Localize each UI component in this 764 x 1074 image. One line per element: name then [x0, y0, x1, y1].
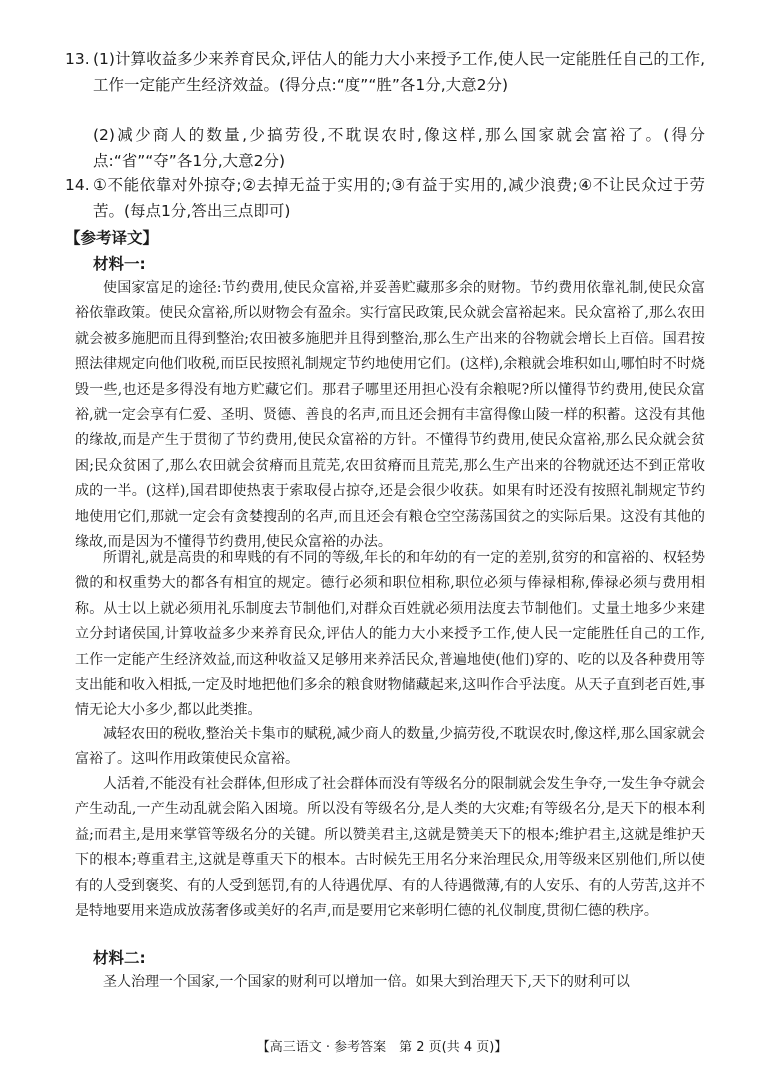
translation-paragraph-2: 所谓礼,就是高贵的和卑贱的有不同的等级,年长的和年幼的有一定的差别,贫穷的和富裕的、权轻势微的和权重势大的都各有相宜的规定。德行必须和职位相称,职位必须与俸禄相称,俸禄必须与费用相称。从士以上就必须用礼乐制度去节制他们,对群众百姓就必须用法度去节制他们。丈量土地多少来建立分封诸侯国,计算收益多少来养育民众,评估人的能力大小来授予工作,使人民一定能胜任自己的工作,工作一定能产生经济效益,而这种收益又足够用来养活民众,普遍地使(他们)穿的、吃的以及各种费用等支出能和收入相抵,一定及时地把他们多余的粮食财物储藏起来,这叫作合乎法度。从天子直到老百姓,事情无论大小多少,都以此类推。 — [75, 550, 705, 719]
translation-paragraph-5: 圣人治理一个国家,一个国家的财利可以增加一倍。如果大到治理天下,天下的财利可以 — [103, 974, 630, 990]
material-2-title: 材料二: — [93, 949, 146, 967]
material-1-title: 材料一: — [93, 255, 146, 273]
page-footer: 【高三语文 · 参考答案 第 2 页(共 4 页)】 — [256, 1040, 508, 1055]
translation-heading: 【参考译文】 — [65, 229, 159, 247]
answer-14 — [65, 172, 705, 224]
question-number-13: 13. — [65, 50, 90, 68]
translation-paragraph-4: 人活着,不能没有社会群体,但形成了社会群体而没有等级名分的限制就会发生争夺,一发生争夺就会产生动乱,一产生动乱就会陷入困境。所以没有等级名分,是人类的大灾难;有等级名分,是天下的根本利益;而君主,是用来掌管等级名分的关键。所以赞美君主,这就是赞美天下的根本;维护君主,这就是维护天下的根本;尊重君主,这就是尊重天下的根本。古时候先王用名分来治理民众,用等级来区别他们,所以使有的人受到褒奖、有的人受到惩罚,有的人待遇优厚、有的人待遇微薄,有的人安乐、有的人劳苦,这并不是特地要用来造成放荡奢侈或美好的名声,而是要用它来彰明仁德的礼仪制度,贯彻仁德的秩序。 — [75, 776, 705, 920]
answer-14-text: ①不能依靠对外掠夺;②去掉无益于实用的;③有益于实用的,减少浪费;④不让民众过于劳苦。(每点1分,答出三点即可) — [93, 176, 705, 220]
answer-13 — [65, 46, 705, 98]
translation-paragraph-1: 使国家富足的途径:节约费用,使民众富裕,并妥善贮藏那多余的财物。节约费用依靠礼制,使民众富裕依靠政策。使民众富裕,所以财物会有盈余。实行富民政策,民众就会富裕起来。民众富裕了,那么农田就会被多施肥而且得到整治;农田被多施肥并且得到整治,那么生产出来的谷物就会增长上百倍。国君按照法律规定向他们收税,而臣民按照礼制规定节约地使用它们。(这样),余粮就会堆积如山,哪怕时不时烧毁一些,也还是多得没有地方贮藏它们。那君子哪里还用担心没有余粮呢?所以懂得节约费用,使民众富裕,就一定会享有仁爱、圣明、贤德、善良的名声,而且还会拥有丰富得像山陵一样的积蓄。这没有其他的缘故,而是产生于贯彻了节约费用,使民众富裕的方针。不懂得节约费用,使民众富裕,那么民众就会贫困;民众贫困了,那么农田就会贫瘠而且荒芜,农田贫瘠而且荒芜,那么生产出来的谷物就还达不到正常收成的一半。(这样),国君即使热衷于索取侵占掠夺,还是会很少收获。如果有时还没有按照礼制规定节约地使用它们,那就一定会有贪婪搜刮的名声,而且还会有粮仓空空荡荡国贫之的实际后果。这没有其他的缘故,而是因为不懂得节约费用,使民众富裕的办法。 — [75, 280, 705, 551]
translation-paragraph-3: 减轻农田的税收,整治关卡集市的赋税,减少商人的数量,少搞劳役,不耽误农时,像这样,那么国家就会富裕了。这叫作用政策使民众富裕。 — [75, 726, 705, 768]
answer-13-part2: (2)减少商人的数量,少搞劳役,不耽误农时,像这样,那么国家就会富裕了。(得分点:“省”“夺”各1分,大意2分) — [93, 126, 705, 170]
answer-13-part1: (1)计算收益多少来养育民众,评估人的能力大小来授予工作,使人民一定能胜任自己的工作,工作一定能产生经济效益。(得分点:“度”“胜”各1分,大意2分) — [93, 50, 705, 94]
question-number-14: 14. — [65, 176, 90, 194]
